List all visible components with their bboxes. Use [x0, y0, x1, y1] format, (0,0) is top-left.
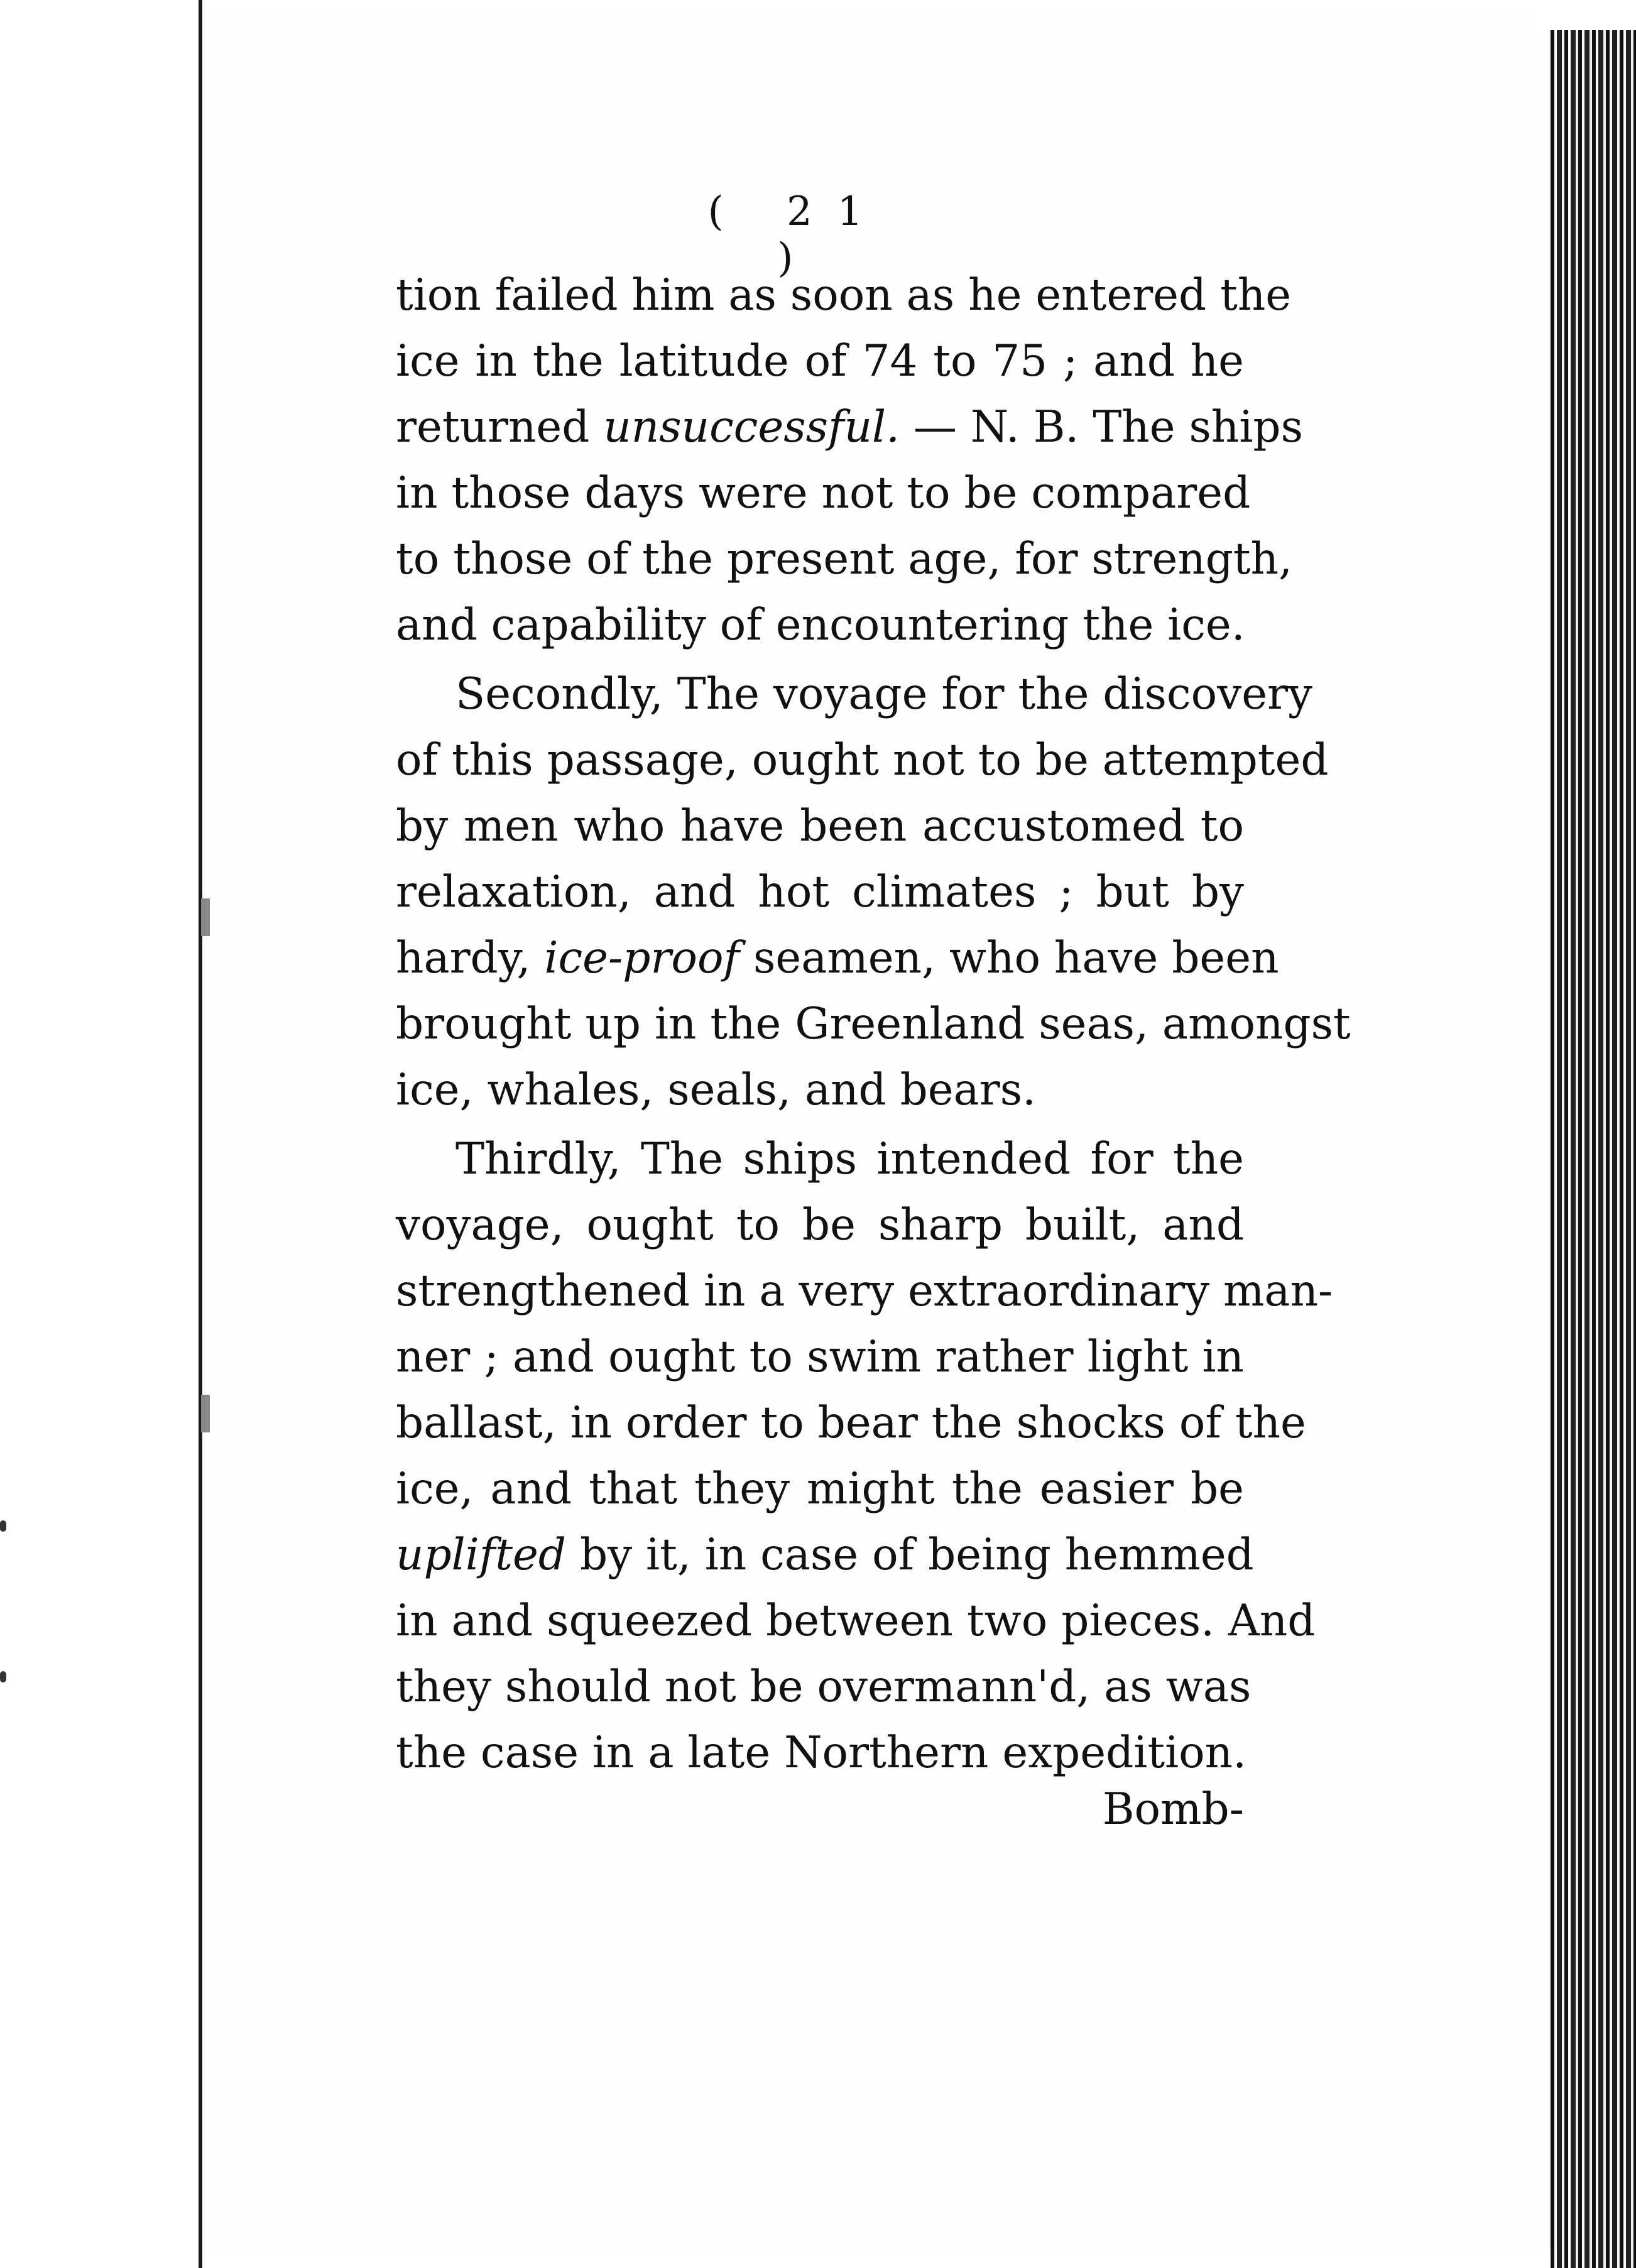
text-line: voyage, ought to be sharp built, and	[396, 1200, 1244, 1250]
text-line: by men who have been accustomed to	[396, 801, 1244, 851]
binding-mark	[201, 1395, 210, 1432]
facing-page-margin	[0, 0, 200, 2268]
text-run: seamen, who have been	[739, 933, 1279, 983]
text-line: ner ; and ought to swim rather light in	[396, 1332, 1244, 1382]
text-line: they should not be overmann'd, as was	[396, 1662, 1252, 1712]
text-line: Thirdly, The ships intended for the	[455, 1134, 1244, 1184]
text-run: hardy,	[396, 933, 545, 983]
text-line: in and squeezed between two pieces. And	[396, 1596, 1316, 1646]
text-line: ice, and that they might the easier be	[396, 1464, 1244, 1514]
text-line: to those of the present age, for strength,	[396, 534, 1293, 584]
catchword: Bomb-	[1102, 1784, 1244, 1835]
text-line: brought up in the Greenland seas, amongst	[396, 999, 1351, 1049]
text-run: by it, in case of being hemmed	[566, 1530, 1254, 1580]
italic-run: unsuccessful.	[603, 402, 900, 452]
text-line: ice in the latitude of 74 to 75 ; and he	[396, 336, 1244, 386]
text-line: strengthened in a very extraordinary man-	[396, 1266, 1333, 1316]
text-line: ice, whales, seals, and bears.	[396, 1065, 1037, 1115]
text-line: of this passage, ought not to be attempted	[396, 735, 1329, 785]
text-line	[396, 927, 1279, 990]
book-spine-gutter	[199, 0, 202, 2268]
text-line: in those days were not to be compared	[396, 468, 1251, 518]
text-line: relaxation, and hot climates ; but by	[396, 867, 1244, 917]
text-line: and capability of encountering the ice.	[396, 600, 1245, 650]
page-block-edge	[1551, 25, 1636, 2268]
page-number: ( 21 )	[707, 188, 888, 281]
text-line: tion failed him as soon as he entered the	[396, 270, 1292, 320]
margin-speck	[0, 1520, 6, 1532]
text-line	[396, 396, 1304, 459]
text-line: the case in a late Northern expedition.	[396, 1728, 1247, 1778]
text-line	[396, 1524, 1254, 1586]
binding-mark	[201, 898, 210, 936]
margin-speck	[0, 1671, 6, 1682]
italic-run: uplifted	[396, 1530, 567, 1580]
text-run: returned	[396, 402, 604, 452]
italic-run: ice-proof	[544, 933, 740, 983]
text-line: ballast, in order to bear the shocks of the	[396, 1398, 1306, 1448]
text-line: Secondly, The voyage for the discovery	[455, 669, 1312, 719]
text-run: — N. B. The ships	[900, 402, 1304, 452]
page-edge-top	[1533, 0, 1636, 30]
